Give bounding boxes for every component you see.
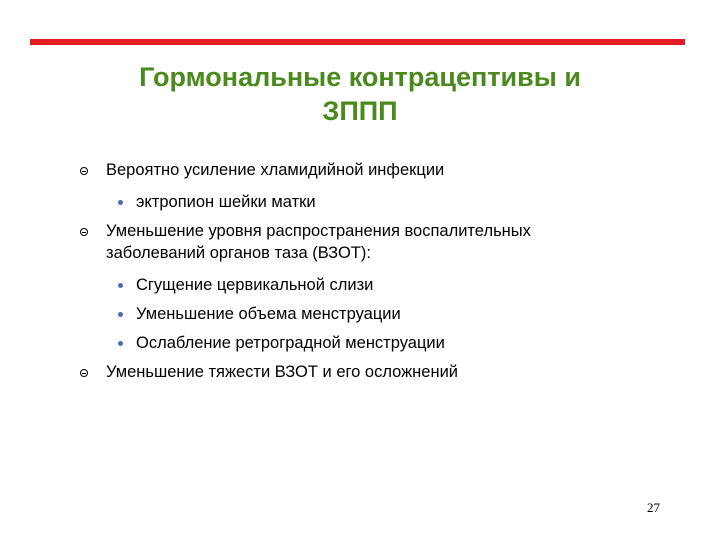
page-number: 27 (647, 500, 660, 515)
sub-bullet-item (80, 191, 650, 213)
circle-bullet-icon (80, 167, 88, 175)
sub-bullet-text: Ослабление ретроградной менструации (136, 334, 445, 352)
top-accent-rule (30, 39, 685, 45)
bullet-item (80, 159, 650, 181)
bullet-text-line-2: заболеваний органов таза (ВЗОТ): (106, 244, 371, 262)
bullet-text: Уменьшение тяжести ВЗОТ и его осложнений (106, 363, 459, 381)
dot-bullet-icon (118, 283, 123, 288)
bullet-item (80, 220, 650, 264)
bullet-list (80, 159, 650, 383)
bullet-text-line-1: Уменьшение уровня распространения воспалительных (106, 222, 531, 240)
sub-bullet-item (80, 303, 650, 325)
sub-bullet-text: Сгущение цервикальной слизи (136, 276, 374, 294)
bullet-item (80, 361, 650, 383)
circle-bullet-icon (80, 369, 88, 377)
sub-bullet-item (80, 274, 650, 296)
circle-bullet-icon (80, 228, 88, 236)
dot-bullet-icon (118, 341, 123, 346)
slide-title-line-2: ЗППП (322, 96, 398, 126)
sub-bullet-text: эктропион шейки матки (136, 193, 316, 211)
sub-bullet-text: Уменьшение объема менструации (136, 305, 401, 323)
bullet-text: Вероятно усиление хламидийной инфекции (106, 161, 445, 179)
sub-bullet-item (80, 332, 650, 354)
slide-title-line-1: Гормональные контрацептивы и (139, 62, 581, 92)
dot-bullet-icon (118, 200, 123, 205)
dot-bullet-icon (118, 312, 123, 317)
slide-title (60, 60, 660, 128)
